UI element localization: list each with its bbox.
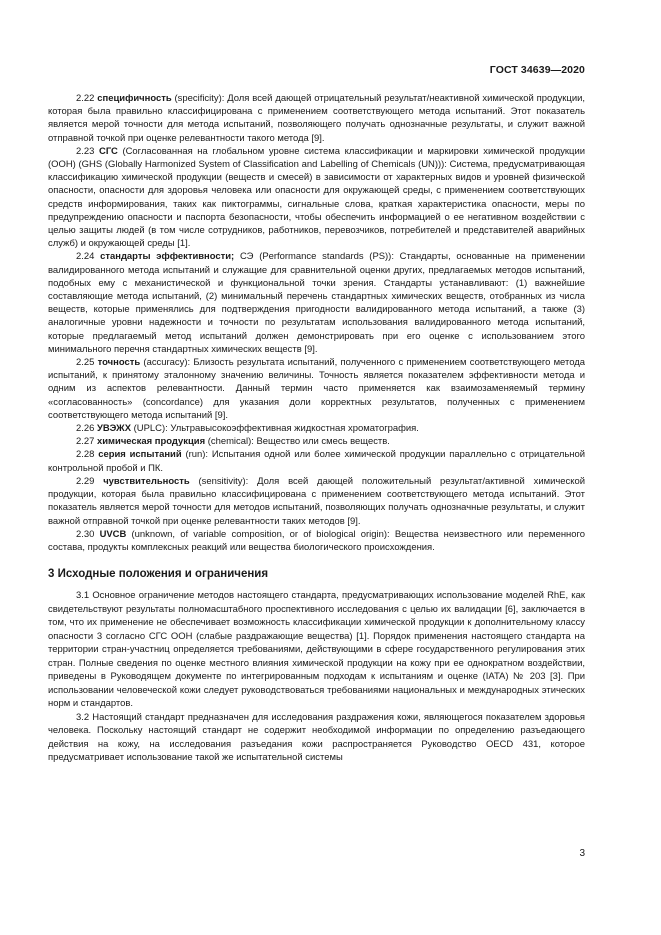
definition-text: (sensitivity): Доля всей дающей положительный результат/активной химической продукции, которая была правильно классифицирована с применением соответствующего метода испытаний. Этот показатель является мерой точности для методов испытаний, позволяющих получать однозначные результаты, и служит важной отправной точкой при оценке релевантности таких методов [9]. [48, 475, 585, 527]
definition-term: УВЭЖХ [97, 423, 131, 435]
section-3-title: 3 Исходные положения и ограничения [48, 568, 269, 581]
definition-term: специфичность [97, 93, 172, 104]
definition-number: 2.26 [76, 423, 95, 435]
paragraph-3-2: 3.2 Настоящий стандарт предназначен для исследования раздражения кожи, являющегося показателем здоровья человека. Поскольку настоящий стандарт не содержит необходимой информации по определению разъедающего действия на кожу, на исследования разъедания кожи распространяется Руководство OECD 431, которое предусматривает использование такой же испытательной системы [48, 711, 585, 764]
definition-term: серия испытаний [98, 449, 182, 461]
definition-text: (UPLC): Ультравысокоэффективная жидкостная хроматография. [131, 423, 419, 435]
definition-text: (chemical): Вещество или смесь веществ. [205, 436, 390, 448]
definition-2-25 [48, 356, 585, 422]
definition-text: (accuracy): Близость результата испытаний, полученного с применением соответствующего метода испытаний, к принятому эталонному значению величины. Точность является показателем эффективности метода и одним из аспектов релевантности. Данный термин часто применяется как взаимозаменяемый термину «согласованность» (concordance) для указания доли корректных результатов, полученных с применением соответствующего метода испытаний [9]. [48, 357, 586, 421]
definition-2-29 [48, 475, 585, 528]
definition-2-23 [48, 145, 585, 251]
definition-text: (unknown, of variable composition, or of biological origin): Вещества неизвестного или переменного состава, продукты комплексных реакций или вещества биологического происхождения. [48, 528, 586, 553]
definition-2-27 [48, 435, 585, 448]
definition-term: стандарты эффективности; [100, 251, 235, 263]
paragraph-3-1: 3.1 Основное ограничение методов настоящего стандарта, предусматривающих использование моделей RhE, как свидетельствуют результаты полномасштабного проспективного исследования с целью их валидации [6], заключается в том, что их применение не обеспечивает возможность классификации химической продукции к дополнительному классу опасности 3 согласно СГС ООН (слабые раздражающие вещества) [1]. Порядок применения настоящего стандарта на территории стран-участниц определяется требованиями, действующими в сфере государственного регулирования этих стран. Полные сведения по оценке местного влияния химической продукции на кожу при ее однократном воздействии, приведены в Руководящем документе по интегрированным подходам к испытаниям и оценке (IATA) № 203 [3]. При использовании человеческой кожи следует руководствоваться требованиями национальных и международных этических норм и стандартов. [48, 590, 585, 710]
definition-text: СЭ (Performance standards (PS)): Стандарты, основанные на применении валидированного метода испытаний и служащие для сравнительной оценки других, предлагаемых методов испытаний, подобных ему с механистической и функциональной точки зрения. Стандарты устанавливают: (1) важнейшие составляющие метода испытаний, (2) минимальный перечень стандартных химических веществ, отобранных из числа веществ, которые применялись для подтверждения пригодности валидированного метода испытаний, а также (3) аналогичные уровни надежности и точности по результатам использования валидированного метода испытаний, которые предлагаемый метод испытаний должен демонстрировать при его оценке с использованием этого минимального перечня стандартных химических веществ [9]. [48, 251, 586, 355]
page-number: 3 [579, 848, 585, 859]
definition-number: 2.22 [76, 93, 95, 104]
definition-2-26 [48, 422, 585, 435]
definition-term: СГС [99, 145, 118, 157]
definition-text: (Согласованная на глобальном уровне система классификации и маркировки химической продукции (ООН) (GHS (Globally Harmonized System of Classification and Labelling of Chemicals (UN))): Система, предусматривающая классификацию химической продукции (веществ и смесей) в зависимости от характерных видов и уровней физической опасности, опасности для здоровья человека или опасности для окружающей среды, с применением соответствующих средств информирования, таких как пиктограммы, сигнальные слова, краткая характеристика опасности, меры по предупреждению опасности и паспорта безопасности, чтобы обеспечить информацией о ее негативном воздействии с целью защиты людей (в том числе сотрудников, работников, перевозчиков, потребителей и представителей аварийных служб) и окружающей среды [1]. [48, 145, 585, 250]
definition-2-30 [48, 528, 585, 554]
document-body [48, 92, 585, 765]
document-code-header: ГОСТ 34639—2020 [489, 64, 585, 76]
definition-text: (run): Испытания одной или более химической продукции параллельно с отрицательной контрольной пробой и ПК. [48, 449, 585, 474]
definition-term: точность [97, 357, 141, 369]
definition-number: 2.28 [76, 449, 95, 461]
definition-term: UVCB [99, 528, 127, 540]
definition-term: чувствительность [103, 475, 190, 487]
definition-2-22 [48, 92, 585, 145]
definition-2-24 [48, 250, 585, 356]
definition-2-28 [48, 448, 585, 474]
definition-number: 2.29 [76, 475, 95, 487]
definition-number: 2.27 [76, 436, 95, 448]
definition-text: (specificity): Доля всей дающей отрицательный результат/неактивной химической продукции, которая была правильно классифицирована с применением соответствующего метода испытаний. Этот показатель является мерой точности для метода испытаний, позволяющего получать однозначные результаты, и служит важной отправной точкой при оценке релевантности такого метода [9]. [48, 93, 586, 144]
definition-number: 2.30 [76, 528, 95, 540]
definition-term: химическая продукция [97, 436, 206, 448]
definition-number: 2.25 [76, 357, 95, 369]
definition-number: 2.24 [76, 251, 95, 263]
definition-number: 2.23 [76, 145, 95, 157]
